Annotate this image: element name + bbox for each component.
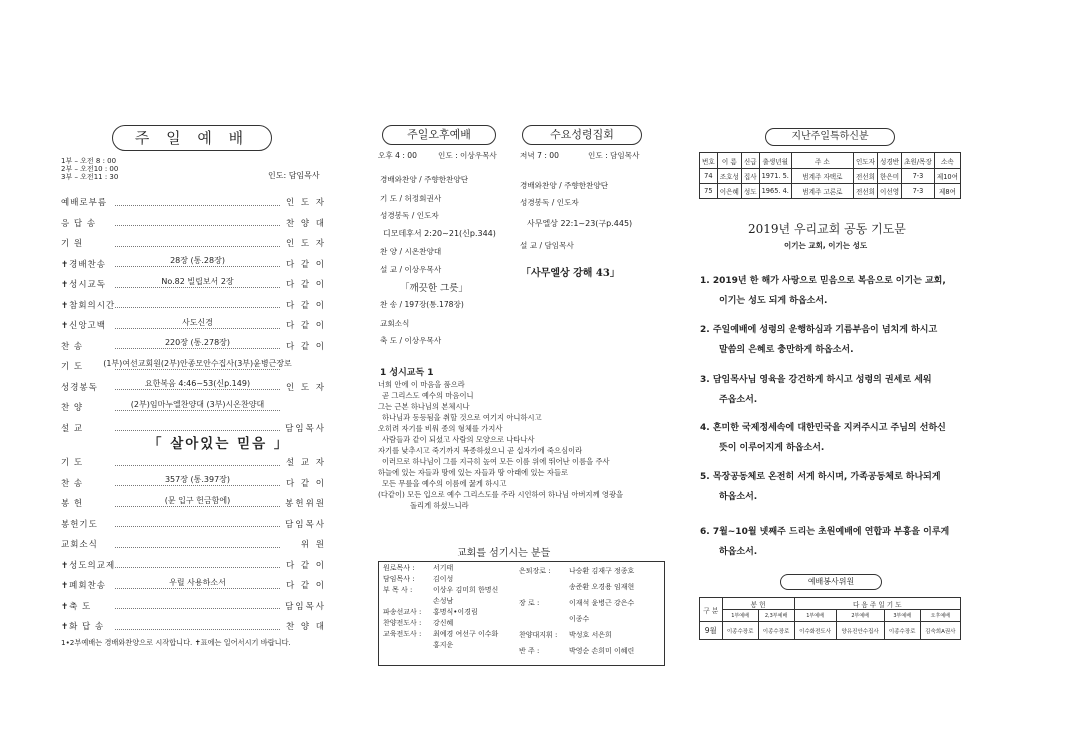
sub-header: 1부예배: [722, 610, 758, 622]
staff-row: [519, 627, 634, 643]
order-item-name: 응 답 송: [61, 218, 97, 229]
staff-role: 장 로 :: [519, 599, 540, 607]
order-item-detail: 사도신경: [179, 317, 216, 328]
month-cell: 9월: [700, 622, 723, 640]
offering-header-row: [700, 153, 961, 169]
reading-line: 모든 무릎을 예수의 이름에 꿇게 하시고: [382, 479, 507, 488]
prayer-line: 말씀의 은혜로 충만하게 하옵소서.: [719, 345, 854, 355]
staff-row: [519, 563, 634, 579]
order-item-name: 찬 송: [61, 341, 84, 352]
order-item-person: 다 같 이: [285, 280, 326, 290]
staff-names: 홍지운: [433, 641, 454, 649]
order-item-person: 봉헌위원: [285, 499, 326, 509]
order-item-name: 성경봉독: [61, 382, 98, 393]
order-item-person: 다 같 이: [285, 259, 326, 270]
cell: 이종수장로: [758, 622, 794, 640]
staff-row: [383, 585, 498, 596]
col-header: 봉 헌: [722, 598, 794, 610]
afternoon-item: 찬 송 / 197장(통.178장): [380, 300, 464, 309]
cell: 전선희: [853, 184, 877, 199]
order-item-name: ✝참회의시간: [61, 300, 116, 311]
afternoon-item: 교회소식: [380, 319, 410, 328]
staff-role: 부 목 사 :: [383, 586, 413, 594]
dotted-leader: [115, 459, 280, 466]
dotted-leader: [115, 577, 280, 589]
staff-role: 찬양전도사 :: [383, 619, 422, 627]
col-header: 번호: [700, 153, 718, 169]
order-item: [61, 298, 326, 312]
col-header: 이 름: [717, 153, 741, 169]
reading-line: 돌리게 하셨느니라: [410, 501, 469, 510]
col-header: 출생년월: [759, 153, 791, 169]
cell: 이은혜: [717, 184, 741, 199]
wednesday-series: 「사무엘상 강해 43」: [521, 268, 620, 279]
service-committee-title: 예배봉사위원: [780, 574, 882, 590]
prayer-item-4: [700, 418, 946, 458]
order-item-detail: 357장 (통.397장): [162, 474, 233, 485]
order-item-name: 봉헌기도: [61, 519, 98, 530]
order-item-name: ✝성시교독: [61, 280, 106, 290]
prayer-line: 3. 담임목사님 영육을 강건하게 하시고 성령의 권세로 세워: [700, 375, 932, 385]
order-item-person: 다 같 이: [285, 300, 326, 311]
table-row: [700, 622, 961, 640]
wednesday-item: 성경봉독 / 인도자: [520, 198, 579, 207]
order-item-name: 찬 양: [61, 403, 84, 413]
order-item: [61, 517, 326, 531]
reading-line: 너희 안에 이 마음을 품으라: [378, 380, 465, 389]
staff-role: 담임목사 :: [383, 575, 415, 583]
reading-line: 하나님과 동등됨을 취할 것으로 여기지 아니하시고: [382, 413, 542, 422]
staff-names: 손성남: [433, 597, 454, 605]
order-item: [61, 257, 326, 271]
col-header: 신급: [741, 153, 759, 169]
staff-left: [383, 563, 498, 651]
cell: 김숙희A권사: [920, 622, 960, 640]
order-item: [61, 455, 326, 469]
staff-names: 서기태: [433, 564, 454, 572]
dotted-leader: [115, 495, 280, 507]
wednesday-title: 수요성령집회: [522, 125, 642, 145]
cell: 이종수장로: [722, 622, 758, 640]
dotted-leader: [115, 541, 280, 548]
order-item: [61, 216, 326, 230]
order-item: [61, 277, 326, 291]
staff-role: 파송선교사 :: [383, 608, 422, 616]
order-item: [61, 195, 326, 209]
order-item-detail: (문 입구 헌금함에): [162, 495, 233, 506]
prayer-line: 뜻이 이루어지게 하옵소서.: [719, 443, 825, 453]
staff-row: [383, 607, 498, 618]
staff-role: 반 주 :: [519, 647, 540, 655]
staff-role: 교육전도사 :: [383, 630, 422, 638]
dotted-leader: [115, 475, 280, 486]
dotted-leader: [115, 623, 280, 630]
order-item-person: 다 같 이: [285, 341, 326, 352]
dotted-leader: [115, 240, 280, 247]
time-2: 2부 – 오전10 : 00: [61, 165, 119, 173]
order-item-name: ✝축 도: [61, 601, 92, 612]
staff-role: 찬양대지휘 :: [519, 631, 558, 639]
staff-names: 박성호 서은희: [569, 631, 612, 639]
dotted-leader: [115, 424, 280, 431]
order-item-name: 기 도: [61, 362, 84, 372]
afternoon-title: 주일오후예배: [382, 125, 496, 145]
dotted-leader: [115, 256, 280, 267]
order-item: [61, 558, 326, 572]
table-row: [700, 184, 961, 199]
dotted-leader: [115, 219, 280, 226]
prayer-line: 4. 혼미한 국제정세속에 대한민국을 지켜주시고 주님의 선하신: [700, 423, 946, 433]
dotted-leader: [115, 199, 280, 206]
sub-header: 2부예배: [836, 610, 884, 622]
dotted-leader: [115, 276, 280, 288]
dotted-leader: [115, 399, 280, 411]
order-item: [61, 236, 326, 250]
order-item-person: 찬 양 대: [285, 622, 326, 632]
dotted-leader: [115, 317, 280, 329]
staff-names: 최예경 여선구 이수화: [433, 630, 499, 638]
wednesday-item: 사무엘상 22:1~23(구p.445): [527, 219, 633, 228]
order-item: [61, 578, 326, 592]
order-item-person: 다 같 이: [285, 321, 326, 331]
afternoon-item: 찬 양 / 시온찬양대: [380, 247, 442, 256]
reading-line: 그는 근본 하나님의 본체시나: [378, 402, 470, 411]
dotted-leader: [103, 358, 292, 370]
staff-names: 나승환 김재구 정종호: [569, 567, 635, 575]
reading-line: 자기를 낮추시고 죽기까지 복종하셨으니 곧 십자가에 죽으심이라: [378, 446, 583, 455]
order-item: [61, 537, 326, 551]
cell: 전선희: [853, 169, 877, 184]
order-item-person: 다 같 이: [285, 478, 326, 489]
prayer-line: 하옵소서.: [719, 492, 758, 502]
order-item-name: ✝화 답 송: [61, 622, 105, 632]
staff-row: [519, 579, 634, 595]
staff-title: 교회를 섬기시는 분들: [457, 548, 551, 559]
staff-row: [519, 595, 634, 611]
dotted-leader: [115, 561, 280, 568]
col-header: 다 음 주 일 기 도: [794, 598, 960, 610]
cell: 1971. 5.: [759, 169, 791, 184]
afternoon-sermon: 「깨끗한 그릇」: [400, 283, 468, 294]
order-item-person: 위 원: [300, 540, 326, 550]
cell: 범계주 자택로: [791, 169, 853, 184]
cell: 성도: [741, 184, 759, 199]
afternoon-item: 경배와찬양 / 주향한찬양단: [380, 175, 469, 184]
footnote: 1•2부예배는 경배와찬양으로 시작합니다. ✝표에는 일어서시기 바랍니다.: [61, 638, 291, 647]
cell: 집사: [741, 169, 759, 184]
time-1: 1부 – 오전 8 : 00: [61, 157, 117, 165]
order-item-name: 봉 헌: [61, 499, 84, 509]
order-item-name: ✝신앙고백: [61, 321, 106, 331]
committee-header-row: [700, 598, 961, 610]
responsive-reading: [378, 379, 663, 511]
order-item-detail: 28장 (통.28장): [167, 255, 228, 266]
order-item-person: 다 같 이: [285, 581, 326, 591]
order-item: [61, 476, 326, 490]
order-item-person: 설 교 자: [285, 458, 326, 468]
service-times: [61, 157, 118, 181]
cell: 1965. 4.: [759, 184, 791, 199]
order-item-name: ✝폐회찬송: [61, 581, 106, 591]
wednesday-time: 저녁 7 : 00: [520, 151, 559, 160]
prayer-line: 주옵소서.: [719, 395, 758, 405]
col-header: 구 분: [700, 598, 723, 622]
cell: 양유진안수집사: [836, 622, 884, 640]
order-item: [61, 400, 326, 414]
wednesday-leader: 인도 : 담임목사: [588, 151, 640, 160]
staff-box: [378, 561, 665, 666]
reading-line: 사람들과 같이 되셨고 사람의 모양으로 나타나사: [382, 435, 535, 444]
service-committee-table: [699, 597, 961, 640]
order-item-person: 찬 양 대: [285, 218, 326, 229]
main-service-title: 주 일 예 배: [112, 125, 272, 151]
staff-names: 박영순 손희미 이혜린: [569, 647, 635, 655]
afternoon-item: 성경봉독 / 인도자: [380, 211, 439, 220]
order-item-person: 인 도 자: [285, 239, 326, 249]
cell: 이수화전도사: [794, 622, 836, 640]
prayer-line: 하옵소서.: [719, 547, 758, 557]
order-item-detail: (2부)임마누엘찬양대 (3부)시온찬양대: [128, 399, 267, 410]
staff-role: 원로목사 :: [383, 564, 415, 572]
order-item-person: 담임목사: [285, 519, 326, 530]
staff-role: 은퇴장로 :: [519, 567, 551, 575]
order-item: [61, 619, 326, 633]
time-3: 3부 – 오전11 : 30: [61, 173, 119, 181]
prayer-line: 1. 2019년 한 해가 사랑으로 믿음으로 복음으로 이기는 교회,: [700, 276, 946, 286]
afternoon-item: 디모데후서 2:20~21(신p.344): [383, 229, 496, 238]
prayer-subtitle: 이기는 교회, 이기는 성도: [784, 241, 868, 250]
order-item-name: 기 도: [61, 458, 84, 468]
sub-header: 1부예배: [794, 610, 836, 622]
prayer-line: 2. 주일예배에 성령의 운행하심과 기름부음이 넘치게 하시고: [700, 325, 938, 335]
dotted-leader: [115, 301, 280, 308]
order-item-detail: No.82 빌립보서 2장: [158, 276, 236, 287]
order-item-detail: 요한복음 4:46~53(신p.149): [142, 378, 253, 389]
col-header: 초원/목장: [902, 153, 935, 169]
prayer-line: 5. 목장공동체로 온전히 서게 하시며, 가족공동체로 하나되게: [700, 472, 941, 482]
sub-header: 오후예배: [920, 610, 960, 622]
prayer-line: 6. 7월~10월 넷째주 드리는 초원예배에 연합과 부흥을 이루게: [700, 527, 950, 537]
committee-subheader-row: [700, 610, 961, 622]
staff-names: 이종수: [569, 615, 590, 623]
table-row: [700, 169, 961, 184]
order-item-person: 담임목사: [285, 423, 326, 434]
reading-line: (다같이) 모든 입으로 예수 그리스도를 주라 시인하여 하나님 아버지께 영광을: [378, 490, 624, 499]
col-header: 소속: [934, 153, 960, 169]
staff-names: 이상우 김미희 한명신: [433, 586, 499, 594]
order-item-name: 설 교: [61, 423, 84, 434]
prayer-item-6: [700, 522, 949, 562]
staff-names: 강신혜: [433, 619, 454, 627]
staff-row: [519, 611, 634, 627]
offering-table: [699, 152, 961, 199]
staff-row: [383, 640, 498, 651]
dotted-leader: [115, 379, 280, 390]
prayer-title: 2019년 우리교회 공동 기도문: [748, 222, 906, 236]
staff-names: 이재석 윤병근 강은수: [569, 599, 635, 607]
prayer-item-1: [700, 271, 946, 311]
cell: 제10여: [934, 169, 960, 184]
cell: 이종수장로: [884, 622, 920, 640]
reading-line: 곧 그리스도 예수의 마음이니: [382, 391, 474, 400]
afternoon-leader: 인도 : 이상우목사: [438, 151, 497, 160]
cell: 75: [700, 184, 718, 199]
staff-right: [519, 563, 634, 659]
cell: 제8여: [934, 184, 960, 199]
cell: 7-3: [902, 184, 935, 199]
col-header: 인도자: [853, 153, 877, 169]
staff-row: [383, 618, 498, 629]
order-item-detail: (1부)여선교회원(2부)안종모안수집사(3부)윤병근장로: [100, 358, 295, 369]
afternoon-item: 축 도 / 이상우목사: [380, 336, 442, 345]
order-item-detail: 우릴 사용하소서: [166, 577, 229, 588]
cell: 조호성: [717, 169, 741, 184]
cell: 이선영: [878, 184, 902, 199]
dotted-leader: [115, 602, 280, 609]
prayer-item-3: [700, 370, 932, 410]
order-item-name: 예배로부름: [61, 198, 108, 208]
afternoon-item: 설 교 / 이상우목사: [380, 265, 442, 274]
prayer-item-5: [700, 467, 941, 507]
prayer-item-2: [700, 320, 937, 360]
cell: 74: [700, 169, 718, 184]
order-item: [61, 599, 326, 613]
order-item-person: 인 도 자: [285, 198, 326, 208]
offering-title: 지난주일특하신분: [765, 128, 895, 146]
order-item: [61, 339, 326, 353]
order-item: [61, 496, 326, 510]
order-item-person: 다 같 이: [285, 560, 326, 571]
order-item-person: 담임목사: [285, 601, 326, 612]
order-item-name: 기 원: [61, 239, 84, 249]
reading-line: 이러므로 하나님이 그를 지극히 높여 모든 이름 위에 뛰어난 이름을 주사: [382, 457, 610, 466]
order-item-name: 교회소식: [61, 540, 98, 550]
staff-row: [383, 574, 498, 585]
responsive-heading: 1 성시교독 1: [380, 368, 434, 378]
staff-row: [519, 643, 634, 659]
cell: 범계주 고론로: [791, 184, 853, 199]
staff-names: 홍명식•이경림: [433, 608, 478, 616]
staff-names: 김이성: [433, 575, 454, 583]
sub-header: 2,3부예배: [758, 610, 794, 622]
staff-names: 송준환 오경용 임재현: [569, 583, 635, 591]
cell: 한은미: [878, 169, 902, 184]
staff-row: [383, 596, 498, 607]
dotted-leader: [115, 520, 280, 527]
dotted-leader: [115, 338, 280, 349]
reading-line: 오히려 자기를 비워 종의 형체를 가지사: [378, 424, 503, 433]
sermon-title: 「 살아있는 믿음 」: [148, 436, 290, 452]
order-item: [61, 380, 326, 394]
afternoon-time: 오후 4 : 00: [378, 151, 417, 160]
cell: 7-3: [902, 169, 935, 184]
wednesday-item: 설 교 / 담임목사: [520, 241, 574, 250]
main-leader: 인도: 담임목사: [268, 171, 320, 180]
sub-header: 3부예배: [884, 610, 920, 622]
order-item: [61, 359, 326, 373]
order-item-detail: 220장 (통.278장): [162, 337, 233, 348]
order-item-name: ✝경배찬송: [61, 259, 106, 270]
staff-row: [383, 563, 498, 574]
reading-line: 하늘에 있는 자들과 땅에 있는 자들과 땅 아래에 있는 자들로: [378, 468, 569, 477]
order-item: [61, 318, 326, 332]
staff-row: [383, 629, 498, 640]
order-item-name: ✝성도의교제: [61, 560, 116, 571]
afternoon-item: 기 도 / 허정회권사: [380, 194, 442, 203]
order-item-name: 찬 송: [61, 478, 84, 489]
order-item-person: 인 도 자: [285, 382, 326, 393]
col-header: 주 소: [791, 153, 853, 169]
wednesday-item: 경배와찬양 / 주향한찬양단: [520, 181, 609, 190]
col-header: 성경반: [878, 153, 902, 169]
prayer-line: 이기는 성도 되게 하옵소서.: [719, 296, 828, 306]
